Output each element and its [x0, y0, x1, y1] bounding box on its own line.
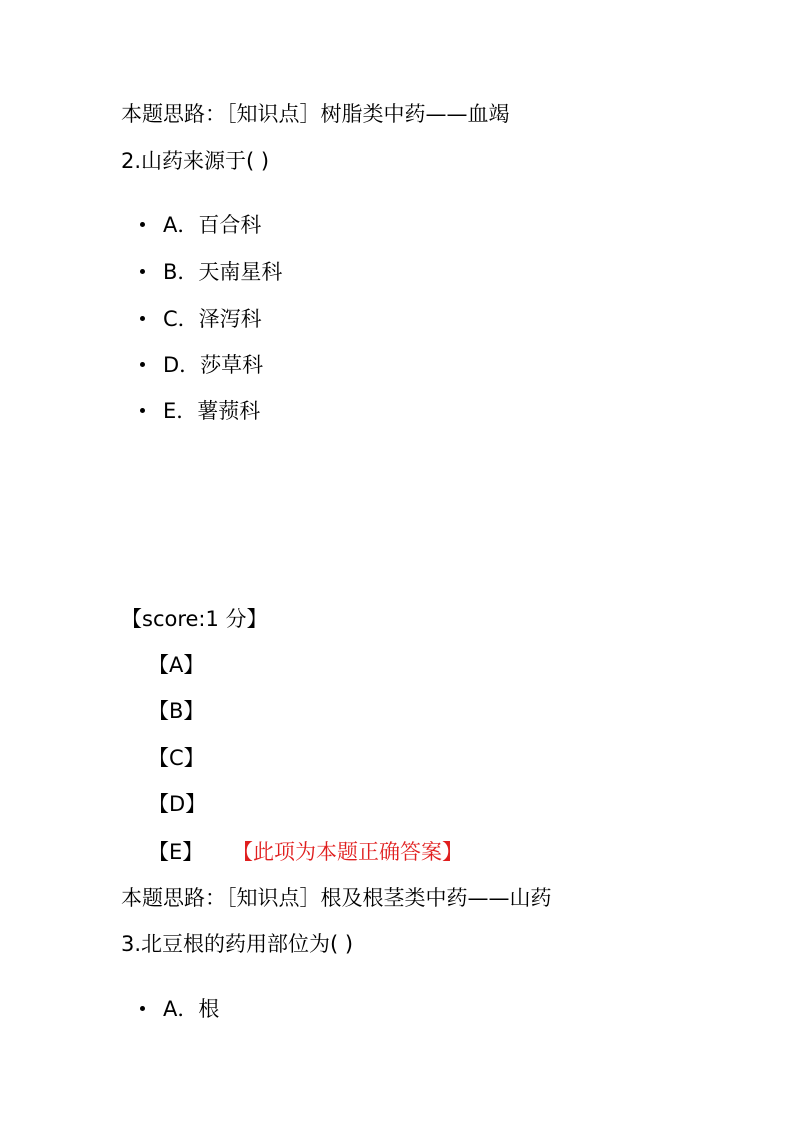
q2-answer-c: 【C】 [148, 746, 205, 770]
q2-analysis: 本题思路：［知识点］根及根茎类中药——山药 [121, 886, 552, 910]
q2-question: 2.山药来源于( ) [121, 149, 270, 173]
q2-answer-a: 【A】 [148, 653, 205, 677]
q2-answer-b: 【B】 [148, 699, 205, 723]
q2-option-a [140, 211, 261, 239]
q3-option-a [140, 995, 219, 1023]
q2-answer-e [148, 838, 203, 866]
option-label: D．莎草科 [163, 353, 264, 377]
option-label: A．根 [163, 997, 220, 1021]
answer-label: 【E】 [148, 840, 204, 864]
q1-analysis: 本题思路：［知识点］树脂类中药——血竭 [121, 102, 510, 126]
bullet-icon [140, 222, 145, 227]
q2-option-e [140, 397, 260, 425]
bullet-icon [140, 316, 145, 321]
q3-question: 3.北豆根的药用部位为( ) [121, 932, 354, 956]
bullet-icon [140, 362, 145, 367]
option-label: E．薯蓣科 [163, 399, 261, 423]
option-label: A．百合科 [163, 213, 262, 237]
correct-answer-badge: 【此项为本题正确答案】 [232, 840, 463, 864]
q2-option-b [140, 258, 282, 286]
bullet-icon [140, 408, 145, 413]
bullet-icon [140, 1006, 145, 1011]
q2-score: 【score:1 分】 [121, 607, 268, 631]
option-label: C．泽泻科 [163, 307, 262, 331]
q2-answer-d: 【D】 [148, 792, 207, 816]
option-label: B．天南星科 [163, 260, 283, 284]
q2-option-c [140, 305, 262, 333]
bullet-icon [140, 269, 145, 274]
q2-option-d [140, 351, 263, 379]
